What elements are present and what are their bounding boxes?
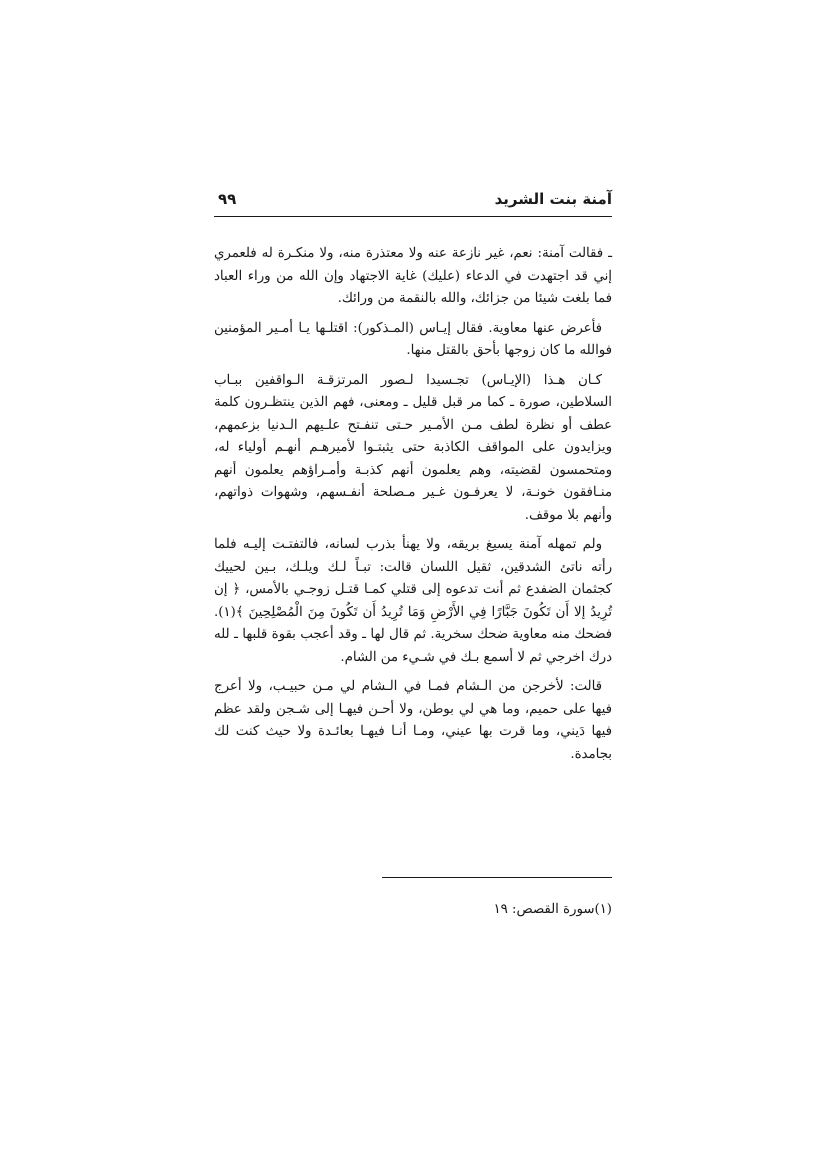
- page-header: [214, 185, 612, 215]
- footnote-rule: [382, 877, 612, 878]
- paragraph-4: ولم تمهله آمنة يسيغ بريقه، ولا يهنأ بذرب لسانه، فالتفتـت إليـه فلما رأته ناتئ الشدقين، ثقيل اللسان قالت: تبـاً لـك ويلـك، بـين لحييك كجثمان الضفدع ثم أنت تدعوه إلى قتلي كمـا قتـل زوجـي بالأمس، ﴿ إن تُرِيدُ إلا أَن تَكُونَ جَبَّارًا فِي الأَرْضِ وَمَا تُرِيدُ أَن تَكُونَ مِنَ الْمُصْلِحِينَ ﴾(١). فضحك منه معاوية ضحك سخرية. ثم قال لها ـ وقد أعجب بقوة قلبها ـ لله درك اخرجي ثم لا أسمع بـك في شـيء من الشام.: [214, 537, 612, 665]
- paragraph-3: كـان هـذا (الإيـاس) تجـسيدا لـصور المرتزقـة الـواقفين ببـاب السلاطين، صورة ـ كما مر قبل قليل ـ ومعنى، فهم الذين ينتظـرون كلمة عطف أو نظرة لطف مـن الأمـير حـتى تنفـتح علـيهم الـدنيا بزعمهم، ويزايدون على المواقف الكاذبة حتى يثبتـوا لأميرهـم أنهـم أولياء له، ومتحمسون لقضيته، وهم يعلمون أنهم كذبـة وأمـراؤهم يعلمون أنهم منـافقون خونـة، لا يعرفـون غـير مـصلحة أنفـسهم، وشهوات ذواتهم، وأنهم بلا موقف.: [214, 372, 612, 523]
- paragraph-1: ـ فقالت آمنة: نعم، غير نازعة عنه ولا معتذرة منه، ولا منكـرة له فلعمري إني قد اجتهدت في الدعاء (عليك) غاية الاجتهاد وإن الله من وراء العباد فما بلغت شيئا من جزائك، والله بالنقمة من ورائك.: [214, 246, 612, 306]
- book-page: [214, 185, 612, 917]
- running-title: آمنة بنت الشريد: [494, 190, 612, 208]
- header-rule: [214, 216, 612, 217]
- paragraph-2: فأعرض عنها معاوية. فقال إيـاس (المـذكور): اقتلـها يـا أمـير المؤمنين فوالله ما كان زوجها بأحق بالقتل منها.: [214, 320, 612, 358]
- paragraph-5: قالت: لأخرجن من الـشام فمـا في الـشام لي مـن حبيـب، ولا أعرج فيها على حميم، وما هي لي بوطن، ولا أحـن فيهـا إلى شـجن ولقد عظم فيها دَيني، وما قرت بها عيني، ومـا أنـا فيهـا بعائـدة ولا حيث كنت لك بجامدة.: [214, 679, 612, 762]
- page-number: ٩٩: [218, 190, 237, 208]
- body-text: [214, 243, 612, 773]
- footnote: (١)سورة القصص: ١٩: [493, 902, 612, 917]
